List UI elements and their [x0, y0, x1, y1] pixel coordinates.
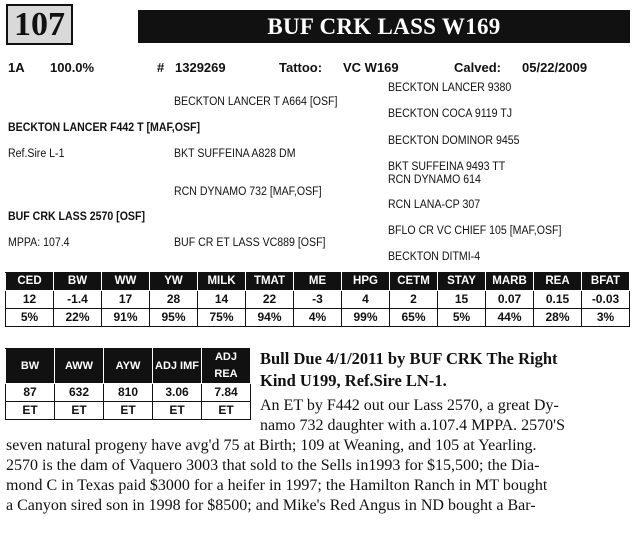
adj-header-cell: AYW: [104, 349, 153, 384]
pedigree-dd-sire: BFLO CR VC CHIEF 105 [MAF,OSF]: [388, 225, 562, 237]
epd-header-cell: CETM: [390, 273, 438, 291]
epd-header-cell: TMAT: [246, 273, 294, 291]
adj-status-cell: ET: [6, 402, 55, 420]
pedigree-sire-dam: BKT SUFFEINA A828 DM: [174, 148, 296, 160]
mppa: MPPA: 107.4: [8, 237, 70, 249]
epd-percentile-row: [6, 309, 630, 327]
ref-sire: Ref.Sire L-1: [8, 148, 65, 160]
adj-header-row: [6, 349, 251, 384]
pedigree-sire-sire: BECKTON LANCER T A664 [OSF]: [174, 96, 338, 108]
headline-line-1: Bull Due 4/1/2011 by BUF CRK The Right: [260, 349, 558, 368]
adj-value-cell: 87: [6, 384, 55, 402]
adj-header-cell: BW: [6, 349, 55, 384]
calved-label: Calved:: [454, 60, 501, 75]
epd-header-cell: WW: [102, 273, 150, 291]
adj-value-cell: 7.84: [202, 384, 251, 402]
pedigree-dam-sire: RCN DYNAMO 732 [MAF,OSF]: [174, 186, 322, 198]
pedigree-dd-dam: BECKTON DITMI-4: [388, 251, 481, 263]
epd-value-cell: 28: [150, 291, 198, 309]
epd-value-cell: 12: [6, 291, 54, 309]
epd-header-cell: STAY: [438, 273, 486, 291]
adj-header-cell: AWW: [55, 349, 104, 384]
epd-percentile-cell: 22%: [54, 309, 102, 327]
pedigree-ss-sire: BECKTON LANCER 9380: [388, 82, 512, 94]
body-line: a Canyon sired son in 1998 for $8500; and Mike's Red Angus in ND bought a Bar-: [6, 497, 536, 514]
epd-percentile-cell: 99%: [342, 309, 390, 327]
calved-date: 05/22/2009: [522, 60, 588, 75]
epd-header-row: [6, 273, 630, 291]
epd-percentile-cell: 75%: [198, 309, 246, 327]
pedigree-dam: BUF CRK LASS 2570 [OSF]: [8, 211, 145, 223]
animal-name-banner: BUF CRK LASS W169: [138, 10, 630, 43]
epd-value-cell: 14: [198, 291, 246, 309]
adj-header-cell: ADJ IMF: [153, 349, 202, 384]
body-line: mond C in Texas paid $3000 for a heifer in 1997; the Hamilton Ranch in MT bought: [6, 477, 548, 494]
pedigree-sd-dam: BKT SUFFEINA 9493 TT: [388, 161, 506, 173]
grade: 1A: [8, 60, 25, 75]
headline-line-2: Kind U199, Ref.Sire LN-1.: [260, 371, 447, 390]
epd-header-cell: HPG: [342, 273, 390, 291]
epd-percentile-cell: 5%: [438, 309, 486, 327]
epd-value-cell: -1.4: [54, 291, 102, 309]
adj-status-cell: ET: [55, 402, 104, 420]
epd-header-cell: MARB: [486, 273, 534, 291]
epd-header-cell: BW: [54, 273, 102, 291]
lot-number: 107: [6, 4, 73, 45]
adj-value-cell: 3.06: [153, 384, 202, 402]
epd-header-cell: REA: [534, 273, 582, 291]
pedigree-ds-sire: RCN DYNAMO 614: [388, 174, 481, 186]
adj-status-cell: ET: [104, 402, 153, 420]
epd-value-cell: 22: [246, 291, 294, 309]
pedigree-sd-sire: BECKTON DOMINOR 9455: [388, 135, 520, 147]
epd-value-cell: 0.15: [534, 291, 582, 309]
adj-header-cell: ADJ REA: [202, 349, 251, 384]
pedigree-dam-dam: BUF CR ET LASS VC889 [OSF]: [174, 237, 326, 249]
epd-percentile-cell: 28%: [534, 309, 582, 327]
epd-percentile-cell: 91%: [102, 309, 150, 327]
body-line: An ET by F442 out our Lass 2570, a great Dy-: [260, 397, 559, 414]
epd-percentile-cell: 95%: [150, 309, 198, 327]
tattoo-value: VC W169: [343, 60, 399, 75]
epd-value-cell: 17: [102, 291, 150, 309]
reg-label: #: [157, 60, 165, 75]
body-line: 2570 is the dam of Vaquero 3003 that sold to the Sells in1993 for $15,500; the Dia-: [6, 457, 540, 474]
pedigree-sire: BECKTON LANCER F442 T [MAF,OSF]: [8, 122, 201, 134]
body-line: seven natural progeny have avg'd 75 at Birth; 109 at Weaning, and 105 at Yearling.: [6, 437, 537, 454]
pedigree-ss-dam: BECKTON COCA 9119 TJ: [388, 108, 513, 120]
description-headline: [260, 348, 632, 392]
epd-header-cell: ME: [294, 273, 342, 291]
adj-value-row: [6, 384, 251, 402]
epd-header-cell: YW: [150, 273, 198, 291]
epd-header-cell: CED: [6, 273, 54, 291]
epd-percentile-cell: 5%: [6, 309, 54, 327]
epd-value-cell: -3: [294, 291, 342, 309]
epd-percentile-cell: 4%: [294, 309, 342, 327]
epd-value-row: [6, 291, 630, 309]
epd-percentile-cell: 44%: [486, 309, 534, 327]
epd-value-cell: 0.07: [486, 291, 534, 309]
pedigree-ds-dam: RCN LANA-CP 307: [388, 199, 481, 211]
epd-table: [5, 272, 630, 327]
adjusted-table: [5, 348, 251, 420]
body-line: namo 732 daughter with a.107.4 MPPA. 2570'S: [260, 417, 565, 434]
epd-value-cell: 15: [438, 291, 486, 309]
adj-status-row: [6, 402, 251, 420]
adj-status-cell: ET: [202, 402, 251, 420]
epd-value-cell: 4: [342, 291, 390, 309]
adj-status-cell: ET: [153, 402, 202, 420]
epd-value-cell: 2: [390, 291, 438, 309]
epd-value-cell: -0.03: [582, 291, 630, 309]
epd-header-cell: BFAT: [582, 273, 630, 291]
epd-percentile-cell: 94%: [246, 309, 294, 327]
epd-percentile-cell: 3%: [582, 309, 630, 327]
reg-number: 1329269: [175, 60, 226, 75]
percent: 100.0%: [50, 60, 95, 75]
adj-value-cell: 810: [104, 384, 153, 402]
epd-header-cell: MILK: [198, 273, 246, 291]
epd-percentile-cell: 65%: [390, 309, 438, 327]
tattoo-label: Tattoo:: [279, 60, 323, 75]
adj-value-cell: 632: [55, 384, 104, 402]
